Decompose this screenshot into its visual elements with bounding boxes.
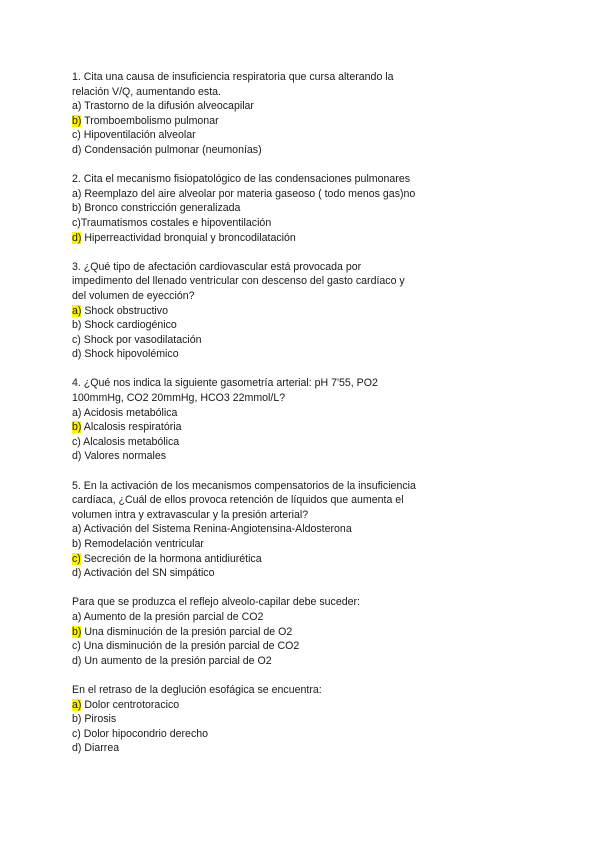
answer-text: Aumento de la presión parcial de CO2 xyxy=(81,610,264,623)
answer-letter-highlighted: a) xyxy=(72,304,82,317)
answer-text: Un aumento de la presión parcial de O2 xyxy=(81,654,272,667)
answer-letter: a) xyxy=(72,100,82,113)
answer-text: Alcalosis respiratória xyxy=(81,421,182,434)
answer-text: Alcalosis metabólica xyxy=(80,435,180,448)
answer-letter: a) xyxy=(72,523,82,536)
answer-text: Dolor centrotoracico xyxy=(81,698,180,711)
answer-text: Valores normales xyxy=(81,450,167,463)
answer-letter-highlighted: a) xyxy=(72,698,82,711)
answer-text: Hipoventilación alveolar xyxy=(80,129,196,142)
answer-text: Trastorno de la difusión alveocapilar xyxy=(81,100,254,113)
answer-option xyxy=(72,625,542,640)
answer-letter-highlighted: b) xyxy=(72,421,82,434)
question-stem-line: Para que se produzca el reflejo alveolo-capilar debe suceder: xyxy=(72,596,360,609)
answer-letter: b) xyxy=(72,319,82,332)
question-block xyxy=(72,260,542,362)
answer-option xyxy=(72,727,542,742)
answer-text: Una disminución de la presión parcial de O2 xyxy=(81,625,293,638)
answer-text: Dolor hipocondrio derecho xyxy=(80,727,209,740)
answer-option xyxy=(72,406,542,421)
answer-letter: c) xyxy=(72,333,81,346)
answer-option xyxy=(72,201,542,216)
answer-letter: c) xyxy=(72,129,81,142)
answer-text: Shock cardiogénico xyxy=(81,319,177,332)
answer-letter: d) xyxy=(72,654,82,667)
answer-option xyxy=(72,216,542,231)
answer-text: Diarrea xyxy=(81,742,120,755)
answer-letter: c) xyxy=(72,727,81,740)
question-stem-line: 100mmHg, CO2 20mmHg, HCO3 22mmol/L? xyxy=(72,392,286,405)
answer-letter: b) xyxy=(72,713,82,726)
answer-text: Una disminución de la presión parcial de CO2 xyxy=(80,640,300,653)
question-stem-line: relación V/Q, aumentando esta. xyxy=(72,85,221,98)
question-block xyxy=(72,70,542,158)
answer-option xyxy=(72,114,542,129)
question-stem-line: 1. Cita una causa de insuficiencia respiratoria que cursa alterando la xyxy=(72,71,394,83)
answer-text: Condensación pulmonar (neumonías) xyxy=(81,143,262,156)
answer-option xyxy=(72,522,542,537)
answer-option xyxy=(72,231,542,246)
answer-text: Reemplazo del aire alveolar por materia gaseoso ( todo menos gas)no xyxy=(81,187,416,200)
question-stem-line: 5. En la activación de los mecanismos compensatorios de la insuficiencia xyxy=(72,479,416,492)
answer-option xyxy=(72,741,542,756)
answer-option xyxy=(72,537,542,552)
answer-option xyxy=(72,712,542,727)
answer-option xyxy=(72,99,542,114)
question-stem-line: impedimento del llenado ventricular con descenso del gasto cardíaco y xyxy=(72,275,405,288)
answer-option xyxy=(72,187,542,202)
answer-letter: a) xyxy=(72,610,82,623)
answer-text: Tromboembolismo pulmonar xyxy=(81,114,219,127)
answer-letter: d) xyxy=(72,143,82,156)
answer-option xyxy=(72,420,542,435)
answer-option xyxy=(72,610,542,625)
answer-letter: c) xyxy=(72,216,81,229)
answer-text: Acidosis metabólica xyxy=(81,406,178,419)
answer-letter: d) xyxy=(72,348,82,361)
answer-option xyxy=(72,435,542,450)
answer-letter: a) xyxy=(72,406,82,419)
answer-text: Bronco constricción generalizada xyxy=(81,202,241,215)
question-stem-line: 4. ¿Qué nos indica la siguiente gasometría arterial: pH 7'55, PO2 xyxy=(72,377,378,390)
answer-letter-highlighted: c) xyxy=(72,552,81,565)
answer-letter-highlighted: d) xyxy=(72,231,82,244)
question-stem-line: volumen intra y extravascular y la presión arterial? xyxy=(72,508,309,521)
answer-letter: d) xyxy=(72,742,82,755)
document-page xyxy=(72,70,542,771)
answer-option xyxy=(72,698,542,713)
answer-letter: d) xyxy=(72,450,82,463)
answer-option xyxy=(72,347,542,362)
question-stem-line: del volumen de eyección? xyxy=(72,289,195,302)
answer-text: Traumatismos costales e hipoventilación xyxy=(80,216,272,229)
answer-option xyxy=(72,654,542,669)
question-stem-line: 3. ¿Qué tipo de afectación cardiovascular está provocada por xyxy=(72,260,362,273)
question-stem-line: cardíaca, ¿Cuál de ellos provoca retención de líquidos que aumenta el xyxy=(72,494,404,507)
answer-text: Pirosis xyxy=(81,713,117,726)
answer-text: Remodelación ventricular xyxy=(81,538,204,550)
answer-option xyxy=(72,639,542,654)
question-block xyxy=(72,595,542,668)
answer-option xyxy=(72,128,542,143)
answer-option xyxy=(72,552,542,567)
answer-letter: d) xyxy=(72,567,82,580)
answer-letter: c) xyxy=(72,640,81,653)
answer-text: Shock obstructivo xyxy=(81,304,168,317)
answer-letter: b) xyxy=(72,538,82,550)
question-block xyxy=(72,172,542,245)
answer-text: Shock por vasodilatación xyxy=(80,333,202,346)
answer-option xyxy=(72,143,542,158)
answer-option xyxy=(72,449,542,464)
answer-letter: a) xyxy=(72,187,82,200)
answer-text: Secreción de la hormona antidiurética xyxy=(80,552,262,565)
question-block xyxy=(72,376,542,464)
question-block xyxy=(72,479,542,581)
answer-letter-highlighted: b) xyxy=(72,625,82,638)
question-block xyxy=(72,683,542,756)
answer-letter-highlighted: b) xyxy=(72,114,82,127)
question-stem-line: 2. Cita el mecanismo fisiopatológico de las condensaciones pulmonares xyxy=(72,173,411,186)
answer-option xyxy=(72,566,542,581)
answer-text: Activación del Sistema Renina-Angiotensina-Aldosterona xyxy=(81,523,352,536)
answer-letter: b) xyxy=(72,202,82,215)
answer-text: Activación del SN simpático xyxy=(81,567,215,580)
answer-letter: c) xyxy=(72,435,81,448)
answer-option xyxy=(72,318,542,333)
answer-option xyxy=(72,304,542,319)
answer-option xyxy=(72,333,542,348)
answer-text: Hiperreactividad bronquial y broncodilatación xyxy=(81,231,296,244)
answer-text: Shock hipovolémico xyxy=(81,348,179,361)
question-stem-line: En el retraso de la deglución esofágica se encuentra: xyxy=(72,683,322,696)
